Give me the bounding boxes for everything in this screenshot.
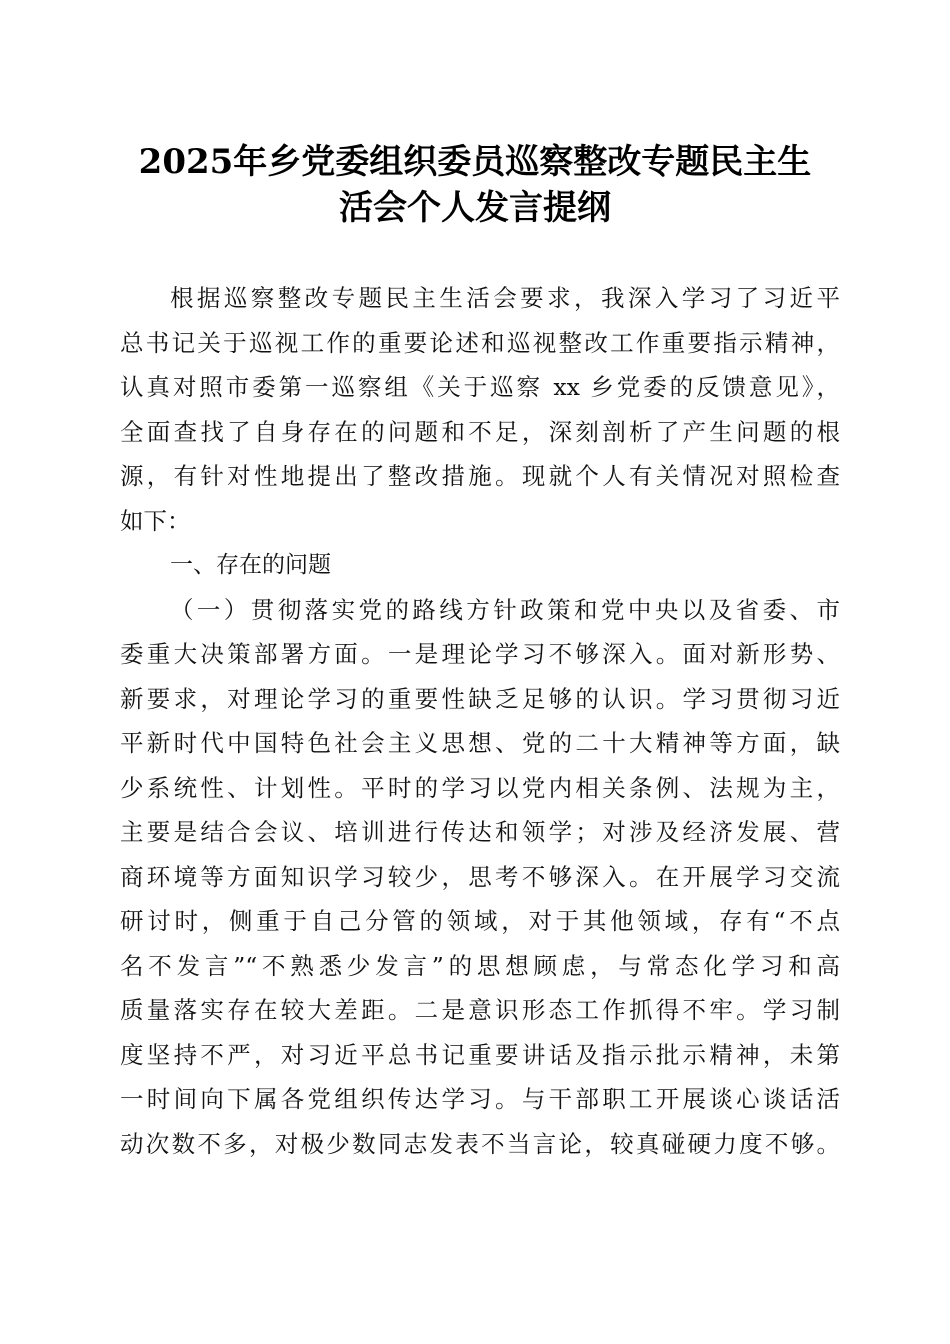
- section-line: 主要是结合会议、培训进行传达和领学；对涉及经济发展、营: [120, 818, 840, 846]
- section-line: 平新时代中国特色社会主义思想、党的二十大精神等方面，缺: [120, 729, 840, 757]
- section-line: 新要求，对理论学习的重要性缺乏足够的认识。学习贯彻习近: [120, 684, 840, 713]
- section-heading: 一、存在的问题: [170, 552, 331, 578]
- document-title-line-2: 活会个人发言提纲: [339, 188, 611, 228]
- section-line: 商环境等方面知识学习较少，思考不够深入。在开展学习交流: [120, 862, 840, 891]
- section-line: 质量落实存在较大差距。二是意识形态工作抓得不牢。学习制: [120, 996, 840, 1024]
- section-line: 少系统性、计划性。平时的学习以党内相关条例、法规为主，: [120, 773, 840, 802]
- section-line: 一时间向下属各党组织传达学习。与干部职工开展谈心谈话活: [120, 1085, 840, 1113]
- section-line: 委重大决策部署方面。一是理论学习不够深入。面对新形势、: [120, 640, 840, 668]
- section-line: 动次数不多，对极少数同志发表不当言论，较真碰硬力度不够。: [120, 1129, 840, 1158]
- intro-line: 总书记关于巡视工作的重要论述和巡视整改工作重要指示精神，: [120, 328, 840, 357]
- section-line: 名不发言”“不熟悉少发言”的思想顾虑，与常态化学习和高: [120, 951, 840, 980]
- intro-line: 全面查找了自身存在的问题和不足，深刻剖析了产生问题的根: [120, 417, 840, 446]
- section-line: （一）贯彻落实党的路线方针政策和党中央以及省委、市: [170, 595, 840, 624]
- intro-line: 如下：: [120, 506, 191, 535]
- intro-line: 根据巡察整改专题民主生活会要求，我深入学习了习近平: [170, 284, 840, 312]
- section-line: 研讨时，侧重于自己分管的领域，对于其他领域，存有“不点: [120, 907, 840, 935]
- intro-line: 认真对照市委第一巡察组《关于巡察 xx 乡党委的反馈意见》，: [120, 373, 840, 401]
- intro-line: 源，有针对性地提出了整改措施。现就个人有关情况对照检查: [120, 462, 840, 490]
- document-title-line-1: 2025年乡党委组织委员巡察整改专题民主生: [138, 142, 812, 182]
- section-line: 度坚持不严，对习近平总书记重要讲话及指示批示精神，未第: [120, 1040, 840, 1069]
